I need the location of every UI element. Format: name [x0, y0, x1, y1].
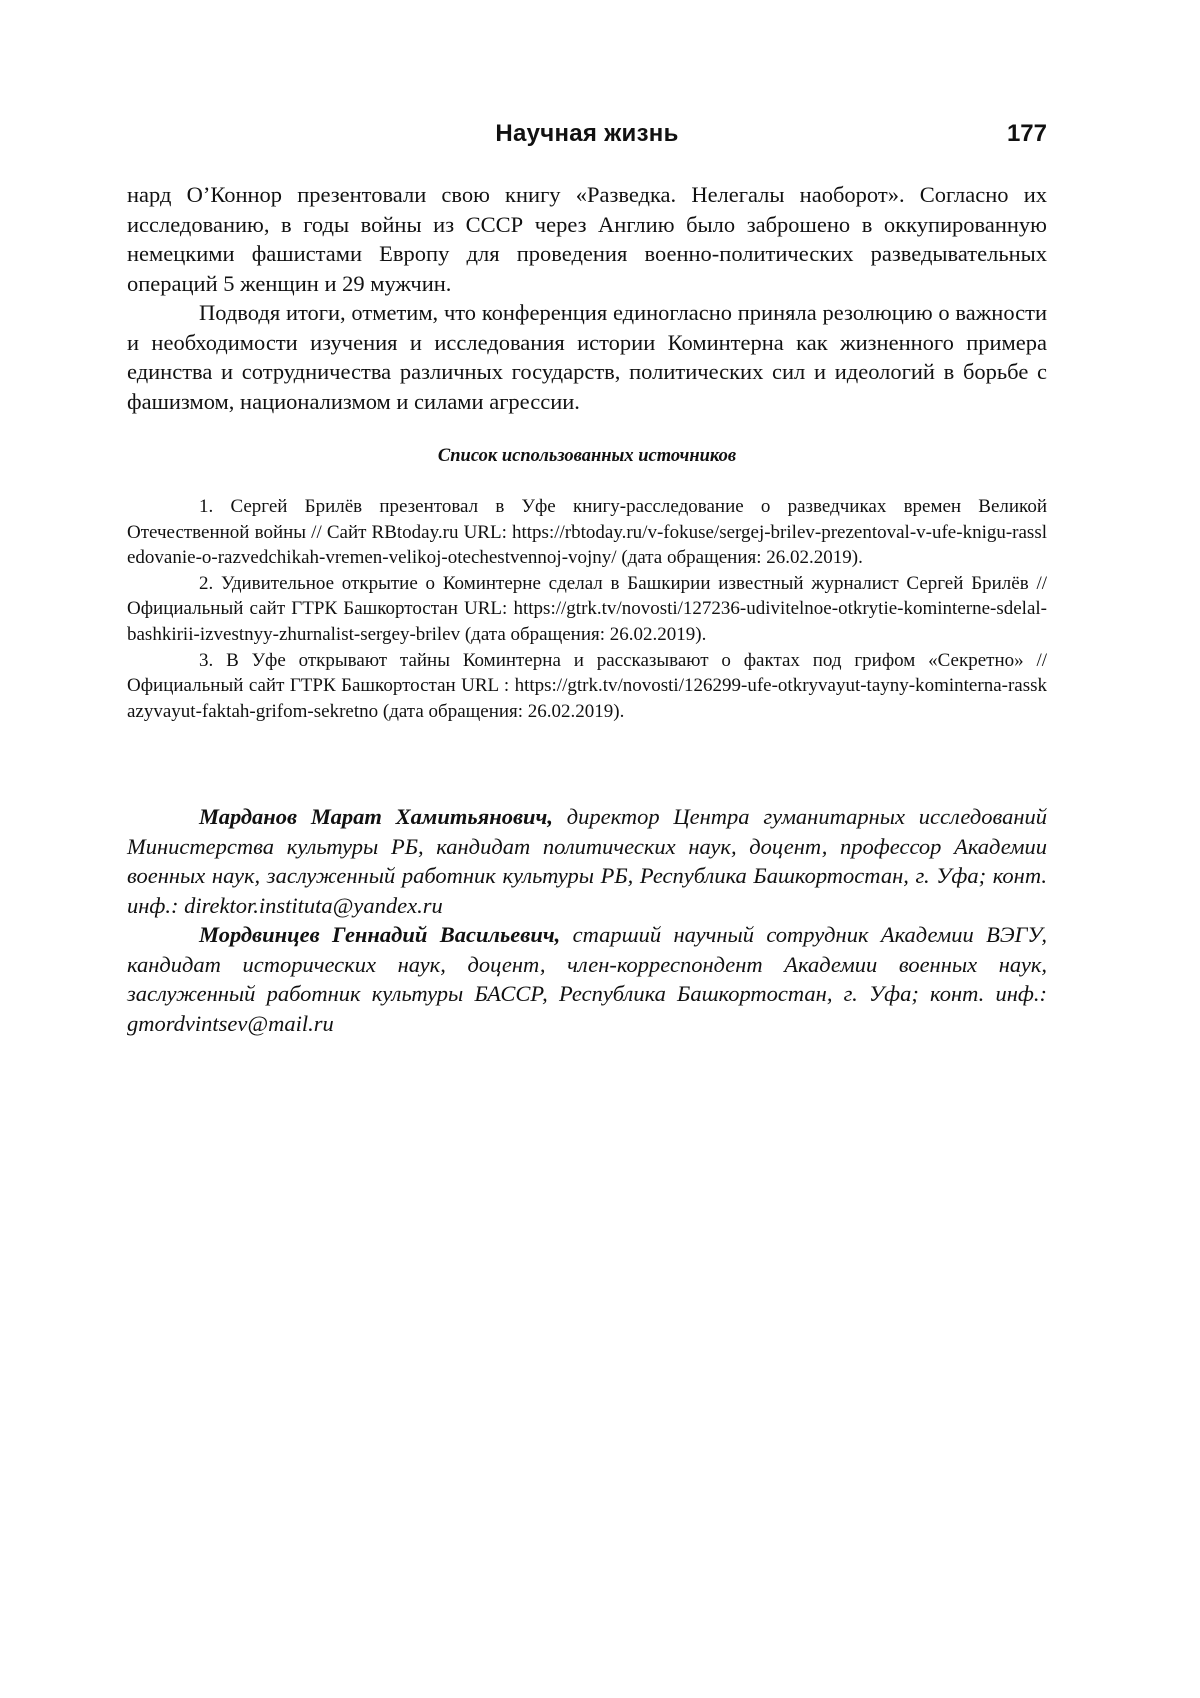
author-name: Мордвинцев Геннадий Васильевич,: [199, 922, 561, 947]
reference-number: 1.: [199, 496, 214, 517]
reference-date: (дата обращения: 26.02.2019).: [460, 623, 707, 645]
reference-number: 3.: [199, 649, 214, 671]
section-title: Научная жизнь: [495, 120, 679, 147]
reference-item: [127, 648, 1047, 725]
reference-item: [127, 571, 1047, 648]
paragraph: Подводя итоги, отметим, что конференция единогласно приняла резолюцию о важности и необходимости изучения и исследования истории Коминтерна как жизненного примера единства и сотрудничества различных государств, политических сил и идеологий в борьбе с фашизмом, национализмом и силами агрессии.: [127, 300, 1047, 414]
reference-date: (дата обращения: 26.02.2019).: [378, 700, 625, 722]
running-header: [127, 120, 1047, 156]
author-description: директор Центра гуманитарных исследований Министерства культуры РБ, кандидат политических наук, доцент, профессор Академии военных наук, заслуженный работник культуры РБ, Республика Башкортостан, г. Уфа; конт. инф.: direktor.instituta@yandex.ru: [127, 804, 1047, 918]
references-heading: Список использованных источников: [437, 446, 737, 466]
author-entry: [127, 802, 1047, 920]
author-info: [127, 802, 1047, 1038]
author-name: Марданов Марат Хамитьянович,: [199, 804, 553, 829]
reference-text: В Уфе открывают тайны Коминтерна и рассказывают о фактах под грифом «Секретно» // Официальный сайт ГТРК Башкортостан URL :: [127, 649, 1048, 697]
reference-url[interactable]: https://gtrk.tv/novosti/127236-udivitelnoe-otkrytie-kominterne-sdelal-bashkirii-izvestnyy-zhurnalist-sergey-brilev: [127, 598, 1047, 645]
reference-text: Удивительное открытие о Коминтерне сделал в Башкирии известный журналист Сергей Брилёв // Официальный сайт ГТРК Башкортостан URL:: [127, 572, 1048, 620]
references-list: [127, 494, 1047, 724]
reference-url[interactable]: https://rbtoday.ru/v-fokuse/sergej-brilev-prezentoval-v-ufe-knigu-rassledovanie-o-razvedchikah-vremen-velikoj-otechestvennoj-vojny/: [127, 521, 1047, 569]
reference-number: 2.: [199, 572, 214, 594]
author-description: старший научный сотрудник Академии ВЭГУ, кандидат исторических наук, доцент, член-корреспондент Академии военных наук, заслуженный работник культуры БАССР, Республика Башкортостан, г. Уфа; конт. инф.: gmordvintsev@mail.ru: [127, 922, 1047, 1036]
page-number: 177: [1006, 120, 1047, 147]
reference-date: (дата обращения: 26.02.2019).: [616, 547, 863, 569]
paragraph: нард О’Коннор презентовали свою книгу «Разведка. Нелегалы наоборот». Согласно их исследованию, в годы войны из СССР через Англию было заброшено в оккупированную немецкими фашистами Европу для проведения военно-политических разведывательных операций 5 женщин и 29 мужчин.: [127, 182, 1047, 296]
reference-item: [127, 494, 1047, 571]
author-entry: [127, 920, 1047, 1038]
reference-url[interactable]: https://gtrk.tv/novosti/126299-ufe-otkryvayut-tayny-kominterna-rasskazyvayut-faktah-grifom-sekretno: [127, 675, 1047, 722]
body-text: [127, 180, 1047, 416]
reference-text: Сергей Брилёв презентовал в Уфе книгу-расследование о разведчиках времен Великой Отечественной войны // Сайт RBtoday.ru URL:: [127, 496, 1047, 543]
